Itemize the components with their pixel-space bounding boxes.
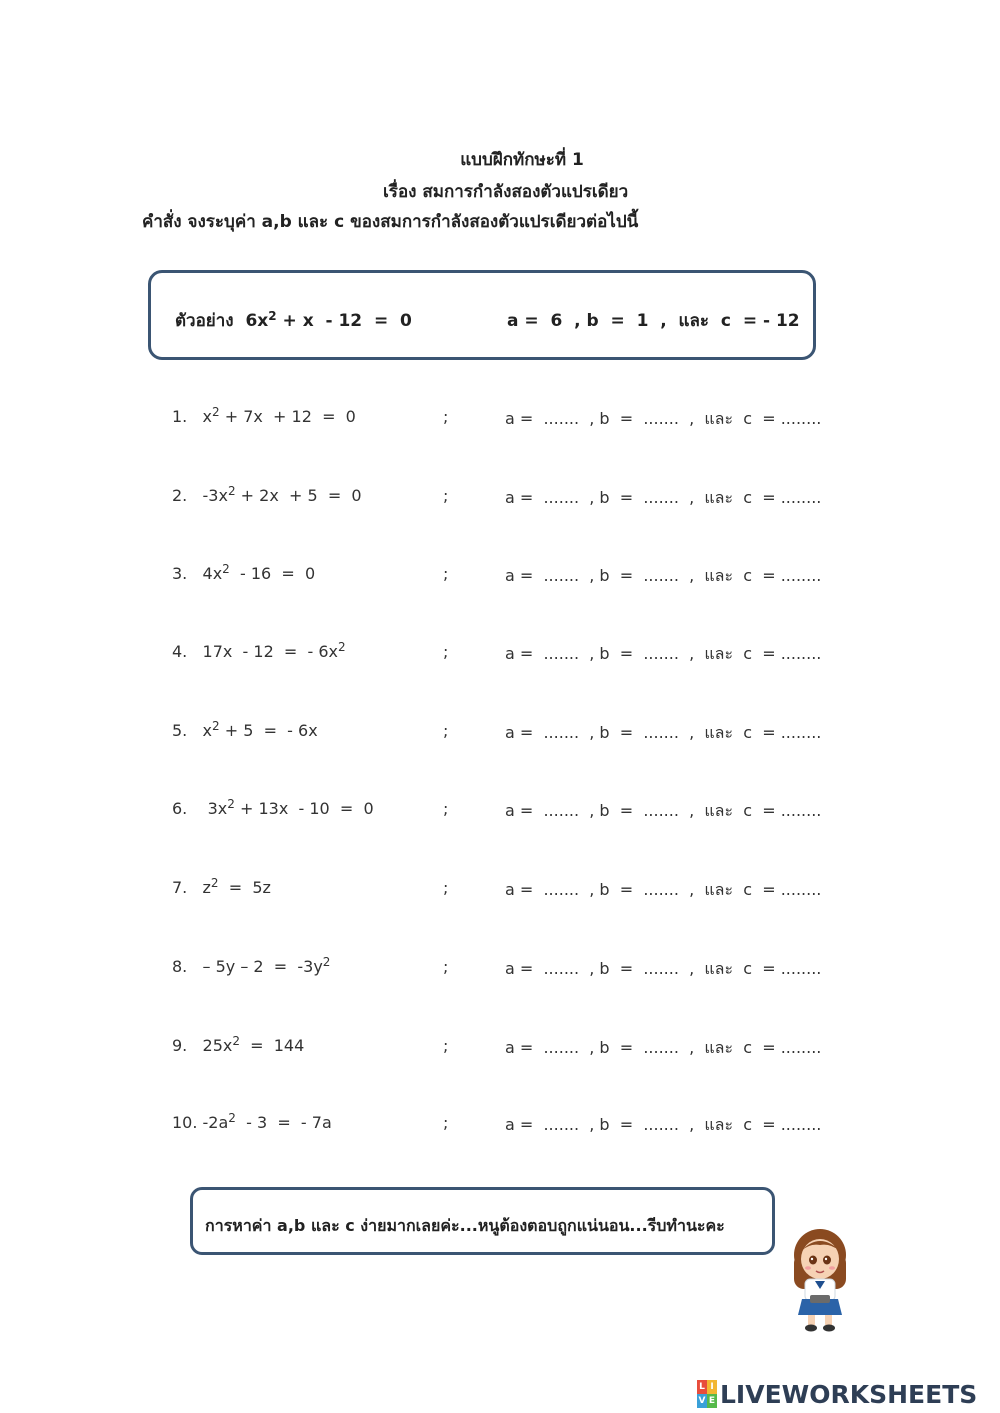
question-row [0, 1030, 1000, 1060]
separator: ; [443, 721, 449, 740]
separator: ; [443, 486, 449, 505]
answer-blanks[interactable]: a = ....... , b = ....... , และ c = ........ [505, 880, 822, 899]
question-equation: 3. $4x^2 - 16 = 0$ [172, 562, 316, 583]
example-box [148, 270, 816, 360]
question-equation: 8. – $5y - 2 = -3y^2$ [172, 955, 331, 976]
question-row [0, 872, 1000, 902]
question-row [0, 558, 1000, 588]
question-equation: 10. $-2a^2 - 3$ = - 7a [172, 1111, 332, 1132]
question-row [0, 951, 1000, 981]
answer-blanks[interactable]: a = ....... , b = ....... , และ c = ........ [505, 1115, 822, 1134]
answer-blanks[interactable]: a = ....... , b = ....... , และ c = ........ [505, 566, 822, 585]
logo-text: LIVEWORKSHEETS [720, 1379, 978, 1409]
question-equation: 7. $z^2 = 5z$ [172, 876, 271, 897]
answer-blanks[interactable]: a = ....... , b = ....... , และ c = ........ [505, 801, 822, 820]
separator: ; [443, 1113, 449, 1132]
separator: ; [443, 799, 449, 818]
question-equation: 6. $3x^2 + 13x - 10 = 0$ [172, 797, 374, 818]
question-equation: 4. 17x - 12 = - $6x^2$ [172, 640, 346, 661]
girl-student-icon [780, 1225, 860, 1335]
worksheet-subject: เรื่อง สมการกำลังสองตัวแปรเดียว [383, 182, 629, 202]
logo-mark: L I V E [698, 1382, 716, 1406]
note-text: การหาค่า a,b และ c ง่ายมากเลยค่ะ...หนูต้องตอบถูกแน่นอน...รีบทำนะคะ [205, 1216, 725, 1235]
question-row [0, 401, 1000, 431]
separator: ; [443, 642, 449, 661]
answer-blanks[interactable]: a = ....... , b = ....... , และ c = ........ [505, 409, 822, 428]
separator: ; [443, 564, 449, 583]
example-answer: a = 6 , b = 1 , และ c = - 12 [507, 311, 800, 331]
liveworksheets-logo [697, 1377, 977, 1411]
worksheet-title: แบบฝึกทักษะที่ 1 [460, 150, 584, 170]
question-row [0, 480, 1000, 510]
answer-blanks[interactable]: a = ....... , b = ....... , และ c = ........ [505, 488, 822, 507]
answer-blanks[interactable]: a = ....... , b = ....... , และ c = ........ [505, 644, 822, 663]
worksheet-instruction: คำสั่ง จงระบุค่า a,b และ c ของสมการกำลังสองตัวแปรเดียวต่อไปนี้ [142, 212, 639, 232]
note-box [190, 1187, 775, 1255]
answer-blanks[interactable]: a = ....... , b = ....... , และ c = ........ [505, 959, 822, 978]
separator: ; [443, 1036, 449, 1055]
example-equation: ตัวอย่าง $6x^2 + x - 12 = 0$ [175, 309, 412, 331]
question-equation: 5. $x^2 + 5$ = - 6x [172, 719, 318, 740]
separator: ; [443, 878, 449, 897]
separator: ; [443, 957, 449, 976]
question-row [0, 1107, 1000, 1137]
question-equation: 1. $x^2 + 7x + 12 = 0$ [172, 405, 356, 426]
question-equation: 9. $25x^2 = 144$ [172, 1034, 305, 1055]
question-row [0, 715, 1000, 745]
question-row [0, 793, 1000, 823]
answer-blanks[interactable]: a = ....... , b = ....... , และ c = ........ [505, 1038, 822, 1057]
answer-blanks[interactable]: a = ....... , b = ....... , และ c = ........ [505, 723, 822, 742]
question-equation: 2. $-3x^2 + 2x + 5 = 0$ [172, 484, 362, 505]
question-row [0, 636, 1000, 666]
separator: ; [443, 407, 449, 426]
